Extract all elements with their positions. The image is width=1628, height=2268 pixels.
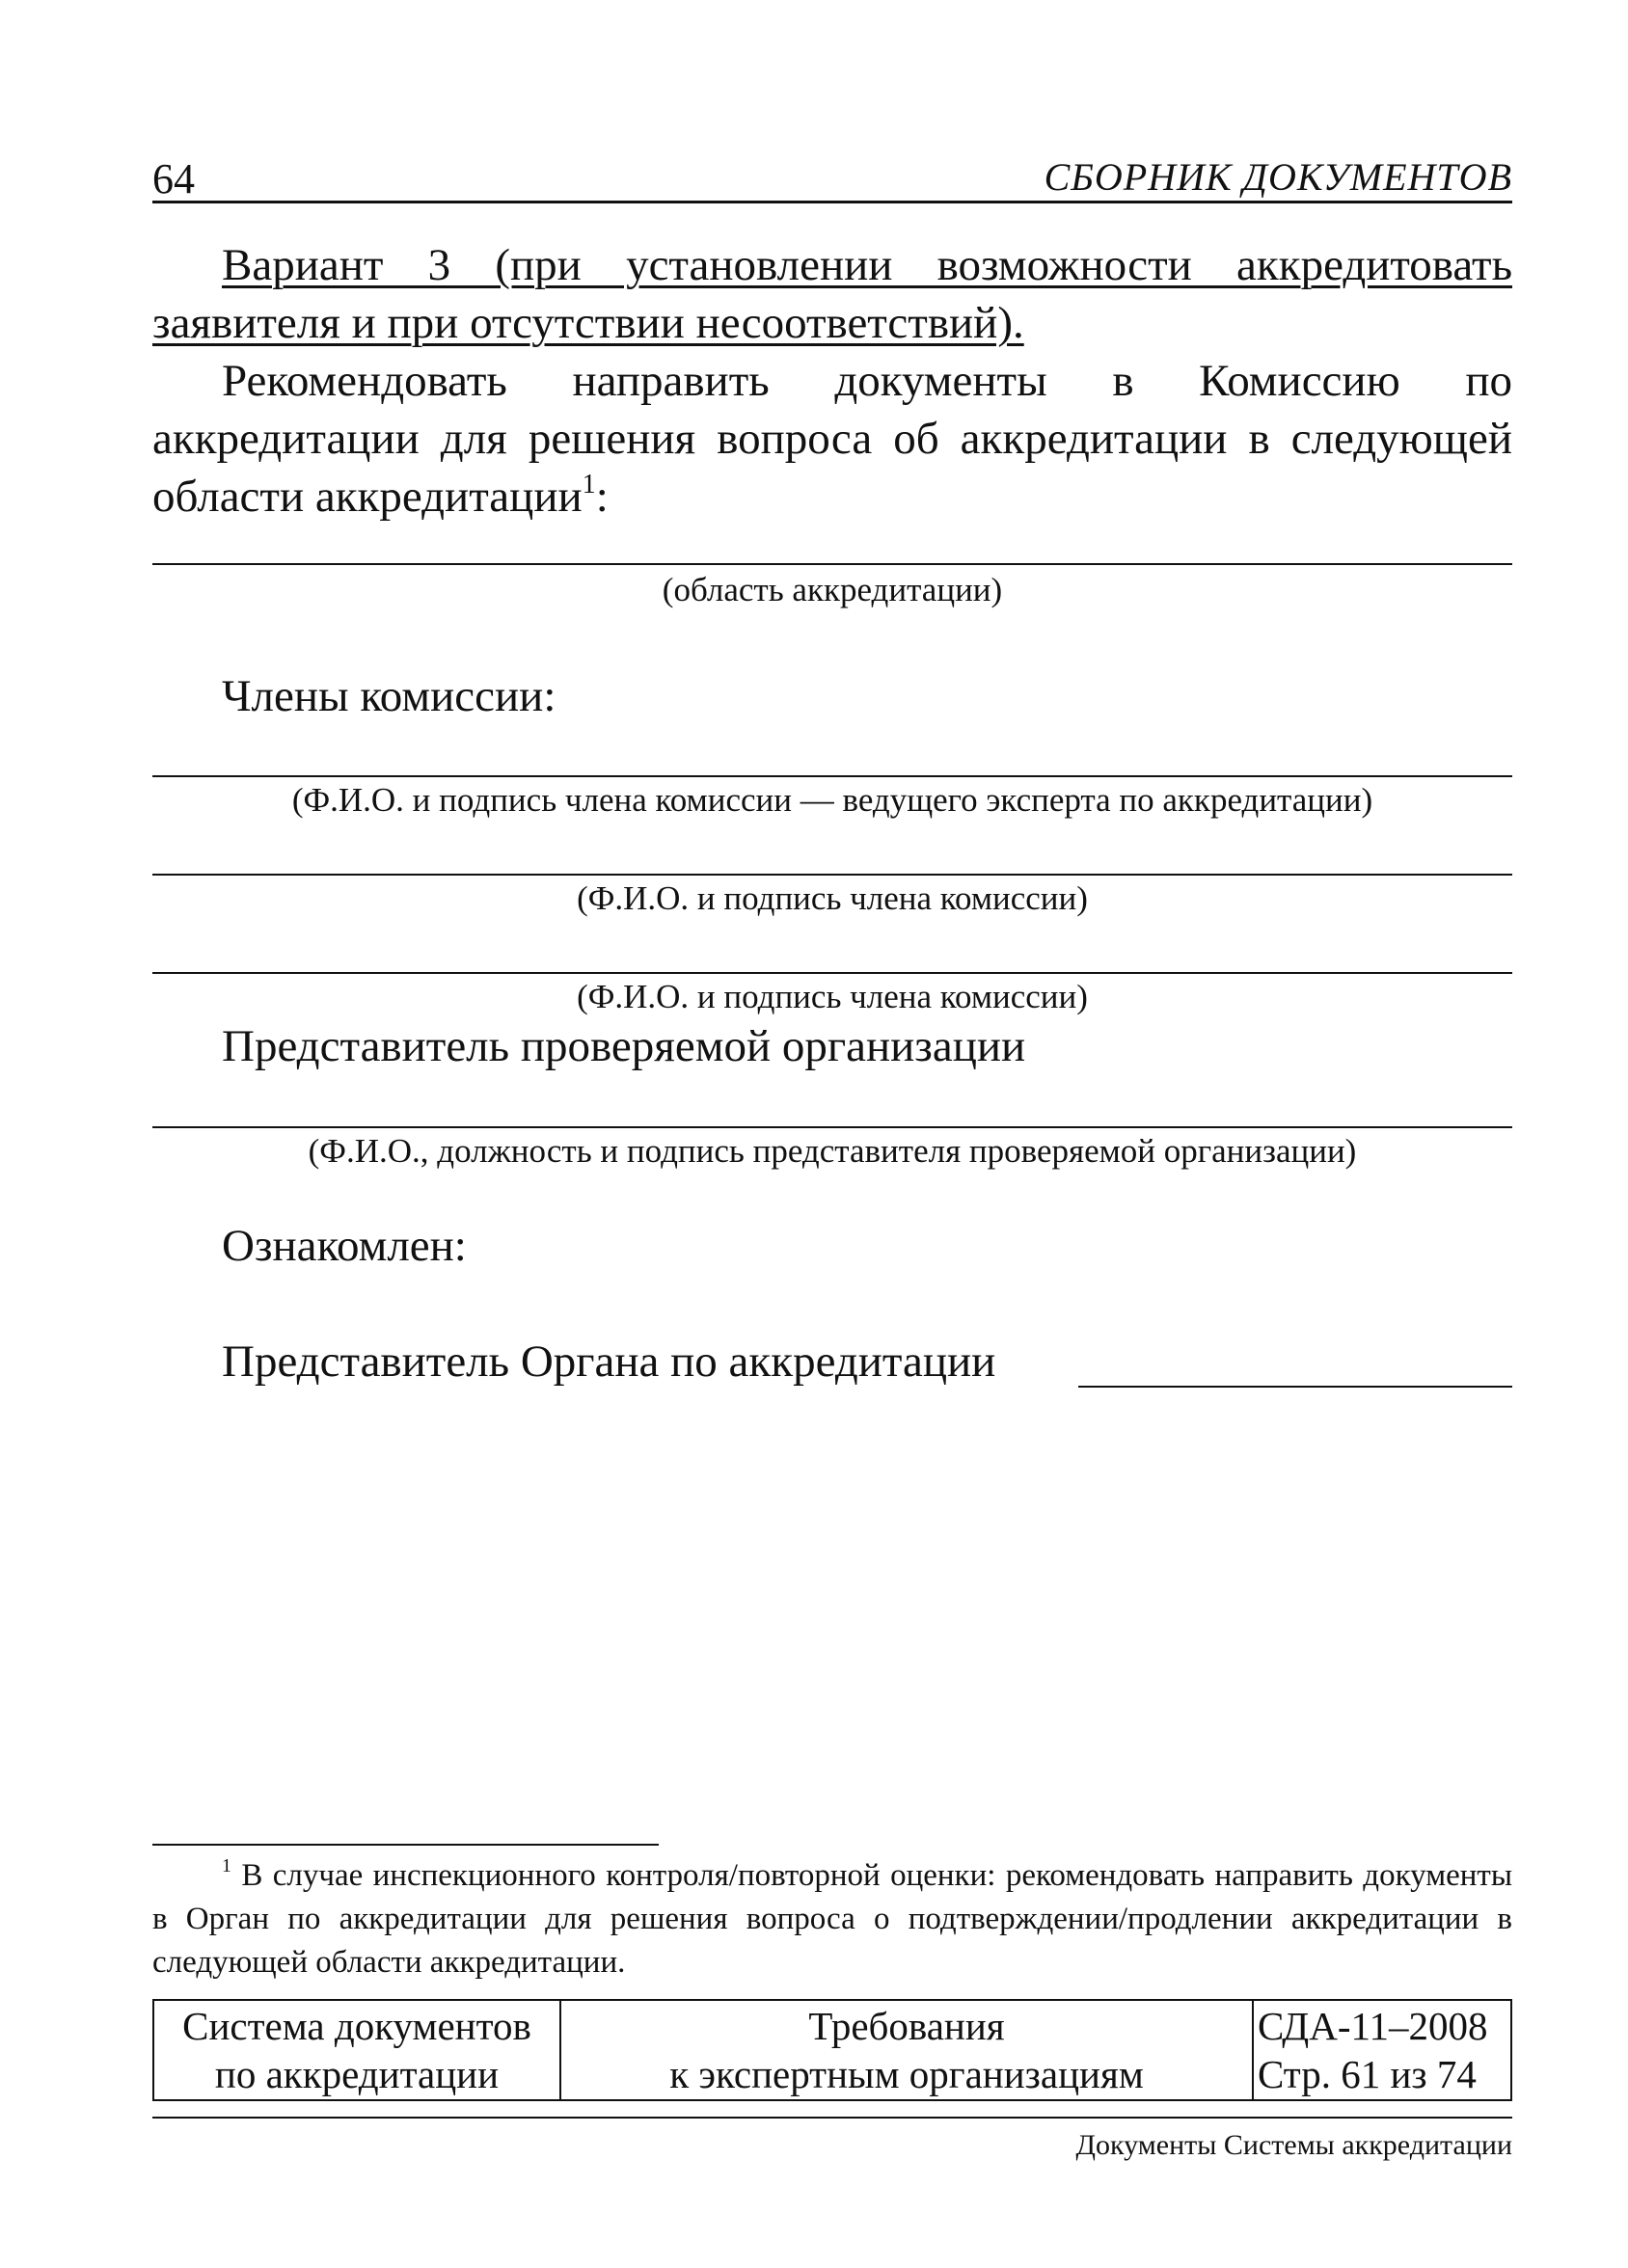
org-representative-line (152, 1126, 1512, 1128)
footnote-rule (152, 1844, 659, 1846)
footnote-text: В случае инспекционного контроля/повторной оценки: рекомендовать направить документы в Орган по аккредитации для решения вопроса о подтверждении/продлении аккредитации в следующей области аккредитации. (152, 1858, 1512, 1980)
document-stamp (152, 1999, 1512, 2101)
stamp-code: СДА-11–2008 (1258, 2004, 1488, 2048)
lead-expert-caption: (Ф.И.О. и подпись члена комиссии — ведущего эксперта по аккредитации) (291, 781, 1373, 819)
variant-heading-block (152, 236, 1512, 352)
body-representative-label: Представитель Органа по аккредитации (222, 1336, 996, 1387)
stamp-requirements-cell (561, 2001, 1254, 2099)
member-1-caption: (Ф.И.О. и подпись члена комиссии) (577, 879, 1088, 917)
org-representative-label: Представитель проверяемой организации (222, 1021, 1026, 1071)
scope-caption: (область аккредитации) (662, 571, 1003, 608)
page-number: 64 (152, 155, 195, 202)
running-title: СБОРНИК ДОКУМЕНТОВ (1044, 155, 1512, 199)
stamp-system-line2: по аккредитации (214, 2052, 500, 2096)
recommendation-end: : (595, 472, 609, 522)
variant-heading: Вариант 3 (при установлении возможности аккредитовать заявителя и при отсутствии несоответствий). (152, 240, 1512, 348)
stamp-page: Стр. 61 из 74 (1258, 2052, 1477, 2096)
stamp-system-line1: Система документов (182, 2004, 531, 2048)
commission-members-label: Члены комиссии: (222, 671, 556, 721)
recommendation-text: Рекомендовать направить документы в Комиссию по аккредитации для решения вопроса об аккредитации в следующей области аккредитации (152, 356, 1512, 522)
footnote (152, 1854, 1512, 1984)
recommendation-paragraph (152, 352, 1512, 526)
stamp-code-cell (1254, 2001, 1510, 2099)
footnote-ref: 1 (582, 469, 596, 500)
footnote-marker: 1 (222, 1855, 231, 1877)
body-representative-signature-line (1078, 1386, 1512, 1388)
stamp-requirements-line1: Требования (808, 2004, 1005, 2048)
org-representative-caption: (Ф.И.О., должность и подпись представителя проверяемой организации) (308, 1132, 1357, 1170)
member-1-line (152, 874, 1512, 876)
stamp-system-cell (154, 2001, 561, 2099)
footer-rule (152, 2117, 1512, 2119)
footer-text: Документы Системы аккредитации (1075, 2129, 1512, 2161)
header-rule (152, 201, 1512, 203)
acknowledged-label: Ознакомлен: (222, 1221, 467, 1271)
scope-line (152, 563, 1512, 565)
member-2-caption: (Ф.И.О. и подпись члена комиссии) (577, 978, 1088, 1015)
lead-expert-line (152, 775, 1512, 777)
stamp-requirements-line2: к экспертным организациям (669, 2052, 1144, 2096)
member-2-line (152, 972, 1512, 974)
